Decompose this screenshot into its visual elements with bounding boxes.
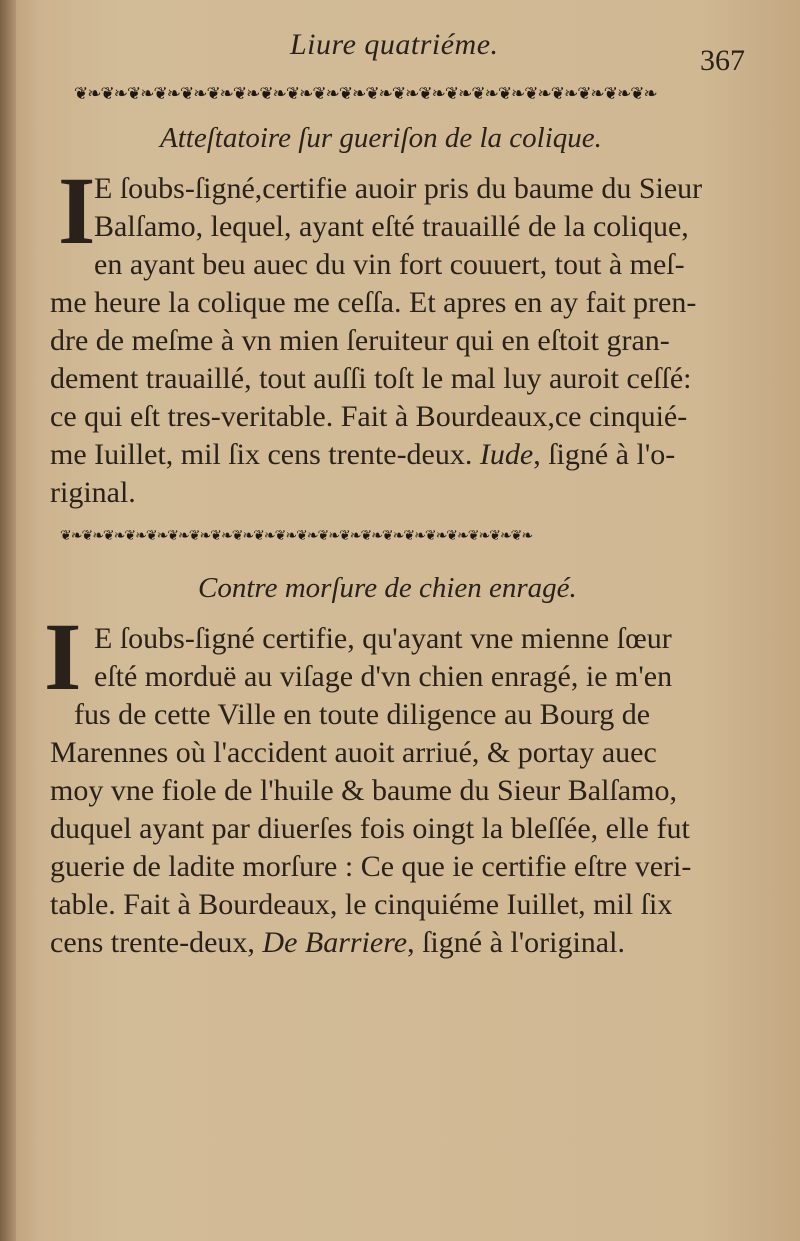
ornament-band-top: ❦❧❦❧❦❧❦❧❦❧❦❧❦❧❦❧❦❧❦❧❦❧❦❧❦❧❦❧❦❧❦❧❦❧❦❧❦❧❦❧❦❧❦❧	[74, 84, 657, 104]
drop-cap-i: I	[58, 157, 96, 264]
text-line: dre de meſme à vn mien ſeruiteur qui en eſtoit gran-	[50, 324, 670, 357]
text-line: Balſamo, lequel, ayant eſté trauaillé de la colique,	[94, 210, 689, 243]
text-line: riginal.	[50, 476, 136, 509]
text-line: Marennes où l'accident auoit arriué, & portay auec	[50, 736, 657, 769]
drop-cap-i: I	[44, 603, 82, 710]
text-line-part: , ſigné à l'original.	[407, 926, 625, 959]
text-line: ce qui eſt tres-veritable. Fait à Bourdeaux,ce cinquié-	[50, 400, 688, 433]
text-line	[50, 436, 740, 474]
text-line: duquel ayant par diuerſes fois oingt la bleſſée, elle fut	[50, 812, 690, 845]
text-line: dement trauaillé, tout auſſi toſt le mal luy auroit ceſſé:	[50, 362, 692, 395]
signatory-name: Iude	[479, 438, 534, 471]
text-line-part: cens trente-deux,	[50, 926, 255, 959]
text-line: E ſoubs-ſigné certifie, qu'ayant vne mienne ſœur	[94, 622, 672, 655]
text-line-part: , ſigné à l'o-	[533, 438, 676, 471]
running-head: Liure quatriéme.	[290, 28, 499, 61]
section-title-morsure: Contre morſure de chien enragé.	[198, 572, 577, 604]
page-number: 367	[700, 44, 745, 77]
text-line	[50, 924, 740, 962]
text-line-part: me Iuillet, mil ſix cens trente-deux.	[50, 438, 473, 471]
page-gutter-edge	[0, 0, 16, 1241]
text-line: E ſoubs-ſigné,certifie auoir pris du baume du Sieur	[94, 172, 703, 205]
text-line: guerie de ladite morſure : Ce que ie certifie eſtre veri-	[50, 850, 692, 883]
text-line: table. Fait à Bourdeaux, le cinquiéme Iuillet, mil ſix	[50, 888, 673, 921]
text-line: en ayant beu auec du vin fort couuert, tout à meſ-	[94, 248, 685, 281]
text-line: eſté morduë au viſage d'vn chien enragé, ie m'en	[94, 660, 673, 693]
section-body-morsure	[50, 620, 740, 962]
signatory-name: De Barriere	[262, 926, 408, 959]
ornament-band-middle: ❦❧❦❧❦❧❦❧❦❧❦❧❦❧❦❧❦❧❦❧❦❧❦❧❦❧❦❧❦❧❦❧❦❧❦❧❦❧❦❧❦❧❦❧	[60, 528, 533, 544]
section-body-colique	[50, 170, 740, 512]
text-line: moy vne fiole de l'huile & baume du Sieur Balſamo,	[50, 774, 677, 807]
section-title-colique: Atteſtatoire ſur gueriſon de la colique.	[160, 122, 602, 154]
text-line: me heure la colique me ceſſa. Et apres en ay fait pren-	[50, 286, 697, 319]
text-line: fus de cette Ville en toute diligence au Bourg de	[74, 698, 651, 731]
